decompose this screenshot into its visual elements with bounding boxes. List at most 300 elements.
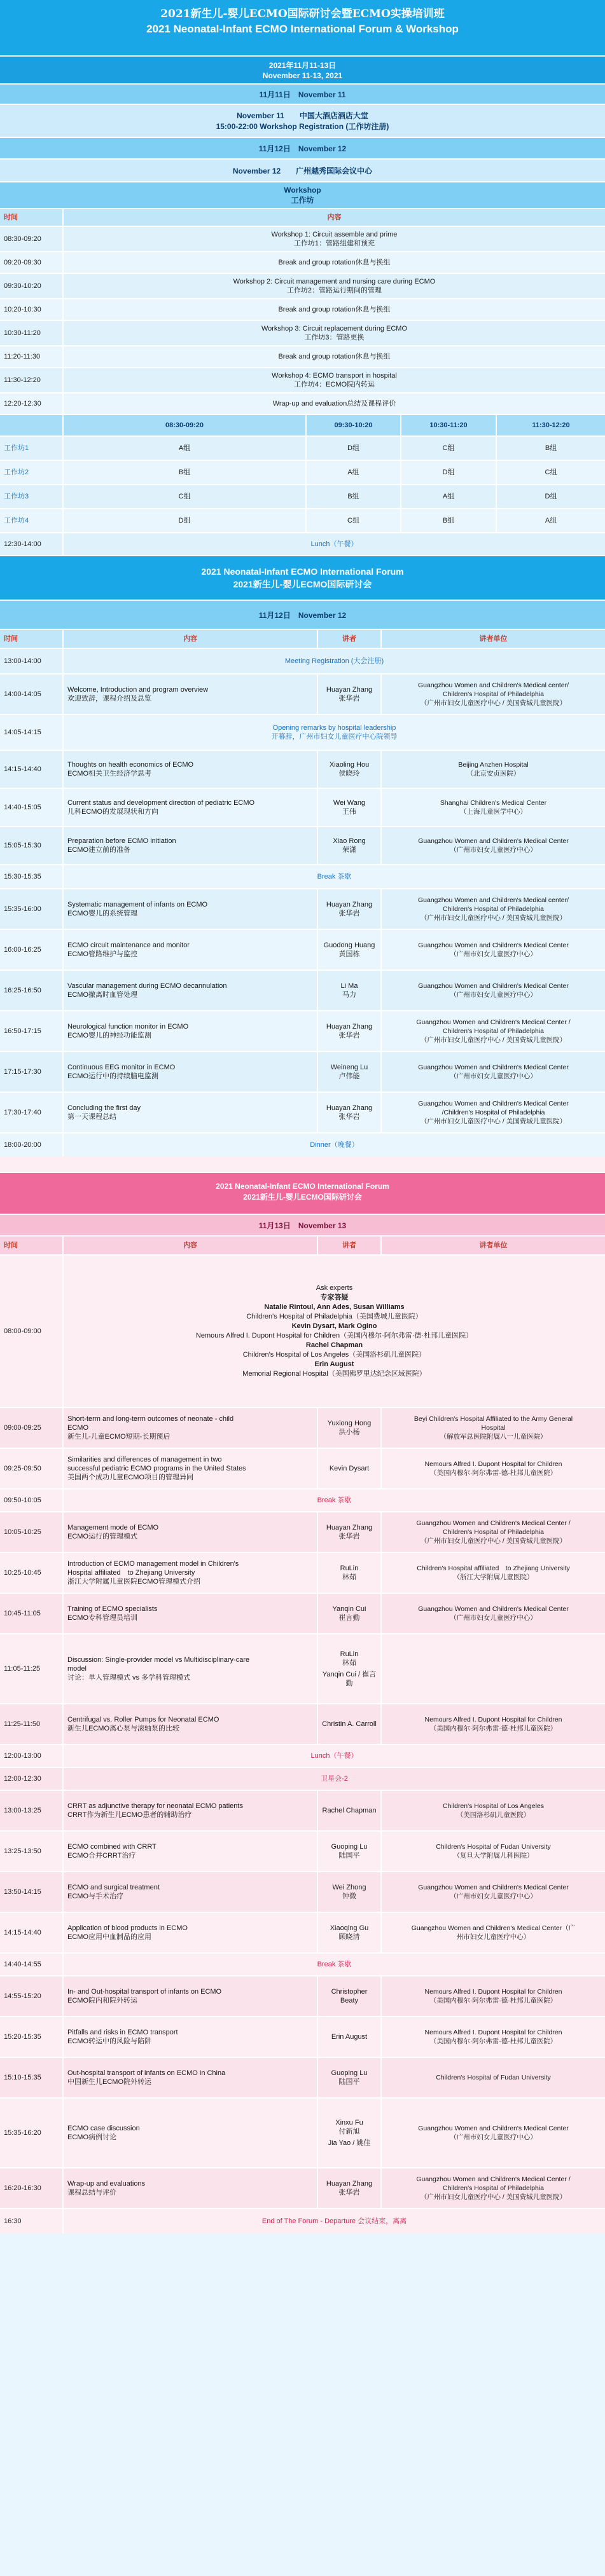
unit-line-2: （浙江大学附属儿童医院） [453, 1573, 534, 1581]
workshop-content-en: Workshop 3: Circuit replacement during ECMO [261, 325, 408, 332]
workshop-time: 11:30-12:20 [0, 368, 64, 392]
speaker-name-2: Jia Yao / 姚佳 [328, 2139, 371, 2147]
unit-line-2: 州市妇女儿童医疗中心） [456, 1933, 531, 1941]
talk-title-en: Welcome, Introduction and program overview [67, 686, 209, 694]
talk-speaker [318, 1634, 382, 1703]
speaker-name-zh: 崔言勤 [338, 1614, 360, 1622]
ask-line: Natalie Rintoul, Ann Ades, Susan Williams [264, 1303, 405, 1311]
workshop-content-en: Wrap-up and evaluation总结及课程评价 [272, 400, 396, 408]
talk-speaker [318, 1832, 382, 1871]
lunch-time: 12:30-14:00 [0, 533, 64, 555]
unit-line-3: （广州市妇女儿童医疗中心 / 美国费城儿童医院） [420, 2193, 567, 2201]
rotation-label: 工作坊1 [0, 437, 64, 460]
rotation-slot-3: 10:30-11:20 [401, 415, 497, 435]
ask-experts-block [64, 1256, 605, 1407]
workshop-title [0, 181, 605, 208]
talk-unit [382, 1872, 605, 1912]
talk-title-en: Thoughts on health economics of ECMO [67, 761, 194, 769]
talk-row [0, 1552, 605, 1593]
forum12-talks-b [0, 750, 605, 864]
unit-line-1: Nemours Alfred I. Dupont Hospital for Children [424, 1716, 562, 1723]
workshop-time: 12:20-12:30 [0, 394, 64, 414]
talk-unit [382, 1449, 605, 1488]
ask-line: Nemours Alfred I. Dupont Hospital for Children（美国内穆尔·阿尔弗雷·德·杜邦儿童医院） [195, 1332, 473, 1339]
talk-row [0, 673, 605, 714]
talk-content [64, 1052, 318, 1092]
workshop-content-zh: 工作坊1：管路组建和预充 [293, 240, 375, 247]
talk-unit [382, 889, 605, 929]
f12-dinner-time: 18:00-20:00 [0, 1134, 64, 1156]
talk-title-en: Continuous EEG monitor in ECMO [67, 1064, 176, 1071]
f13-lunch-time: 12:00-13:00 [0, 1745, 64, 1767]
unit-line-2: （美国内穆尔·阿尔弗雷·德·杜邦儿童医院） [429, 2038, 557, 2045]
talk-title-en: Wrap-up and evaluations [67, 2180, 146, 2188]
unit-line-2: （美国内穆尔·阿尔弗雷·德·杜邦儿童医院） [429, 1469, 557, 1477]
talk-title-line2: ECMO转运中的风险与陷阱 [67, 2038, 151, 2045]
talk-row [0, 1633, 605, 1703]
talk-row [0, 1010, 605, 1051]
talk-row [0, 2167, 605, 2208]
f12-opening-en: Opening remarks by hospital leadership [272, 724, 396, 732]
unit-line-2: （北京安贞医院） [466, 770, 520, 778]
col-content: 内容 [64, 209, 605, 226]
unit-line-1: Beijing Anzhen Hospital [458, 761, 529, 769]
ask-line: Children's Hospital of Los Angeles（美国洛杉矶儿童医院） [242, 1351, 426, 1359]
rotation-group: D组 [545, 493, 557, 500]
talk-time: 17:15-17:30 [0, 1052, 64, 1092]
workshop-content-en: Break and group rotation休息与换组 [278, 306, 391, 313]
speaker-name: Guoping Lu [331, 2069, 368, 2077]
ask-line: 专家答疑 [320, 1294, 349, 1301]
talk-title-zh: 讨论：单人管理模式 vs 多学科管理模式 [67, 1674, 191, 1682]
speaker-name-zh: 林茹 [342, 1659, 356, 1667]
forum13-talks-a [0, 1407, 605, 1488]
talk-row [0, 1703, 605, 1744]
speaker-name-zh: 林茹 [342, 1573, 356, 1581]
workshop-time: 09:20-09:30 [0, 252, 64, 273]
workshop-schedule [0, 226, 605, 414]
speaker-name-zh: 侯晓玲 [338, 770, 360, 778]
unit-line-1: Shanghai Children's Medical Center [440, 799, 547, 807]
f12-dinner-label: Dinner（晚餐） [310, 1141, 359, 1149]
talk-time: 09:00-09:25 [0, 1408, 64, 1448]
speaker-name-zh: 张华岩 [338, 910, 360, 917]
f13-lunch-label: Lunch（午餐） [310, 1752, 358, 1760]
f12-registration-label: Meeting Registration (大会注册) [284, 657, 384, 665]
talk-speaker [318, 1408, 382, 1448]
workshop-content-zh: 工作坊4：ECMO院内转运 [293, 381, 375, 388]
talk-title-en: ECMO and surgical treatment [67, 1884, 160, 1891]
speaker-name: Rachel Chapman [322, 1807, 377, 1814]
talk-speaker [318, 1512, 382, 1552]
talk-content [64, 751, 318, 788]
unit-line-2: Children's Hospital of Philadelphia [442, 2184, 544, 2192]
talk-title-line2: ECMO婴儿的系统管理 [67, 910, 137, 917]
talk-title-en: CRRT as adjunctive therapy for neonatal ECMO patients [67, 1802, 243, 1810]
talk-time: 13:00-13:25 [0, 1791, 64, 1830]
talk-unit [382, 1011, 605, 1051]
ask-line: Ask experts [316, 1284, 353, 1292]
talk-content [64, 1449, 318, 1488]
speaker-name: Christopher Beaty [331, 1988, 368, 2004]
talk-unit [382, 1977, 605, 2016]
rotation-group: B组 [401, 509, 497, 532]
f12-col-speaker: 讲者 [318, 630, 382, 648]
talk-content [64, 1408, 318, 1448]
talk-title-line2: ECMO院内和院外转运 [67, 1997, 137, 2004]
speaker-name: Guodong Huang [323, 942, 375, 949]
talk-row [0, 2097, 605, 2167]
speaker-name: Guoping Lu [331, 1843, 368, 1851]
speaker-name: Xiaoqing Gu [330, 1924, 369, 1932]
speaker-name: Weineng Lu [330, 1064, 368, 1071]
rotation-row [0, 508, 605, 532]
unit-line-3: （解放军总医院附属八一儿童医院） [440, 1433, 547, 1441]
talk-time: 14:15-14:40 [0, 1913, 64, 1952]
talk-content [64, 2168, 318, 2208]
talk-unit [382, 2017, 605, 2057]
unit-line-1: Guangzhou Women and Children's Medical Center [418, 1884, 569, 1891]
unit-line-2: Hospital [481, 1424, 506, 1432]
rotation-group: D组 [64, 509, 307, 532]
f12-col-unit: 讲者单位 [382, 630, 605, 648]
f13-satellite-time: 12:00-12:30 [0, 1768, 64, 1790]
rotation-group: D组 [307, 437, 401, 460]
talk-title-line2: ECMO撤离时血管处理 [67, 991, 137, 999]
forum12-header-row [0, 629, 605, 648]
talk-time: 15:35-16:00 [0, 889, 64, 929]
rotation-group: B组 [64, 461, 307, 484]
rotation-row [0, 460, 605, 484]
workshop-content [64, 368, 605, 392]
workshop-content [64, 299, 605, 320]
speaker-name-zh: 顾晓清 [338, 1933, 360, 1941]
dates-en: November 11-13, 2021 [262, 71, 343, 80]
workshop-content-zh: 工作坊2：管路运行期间的管理 [286, 287, 382, 294]
talk-time: 14:40-15:05 [0, 789, 64, 826]
unit-line-1: Children's Hospital of Los Angeles [442, 1802, 544, 1810]
talk-unit [382, 751, 605, 788]
unit-line-1: Guangzhou Women and Children's Medical Center [418, 982, 569, 990]
rotation-label: 工作坊4 [0, 509, 64, 532]
f12-break-row [0, 864, 605, 888]
talk-speaker [318, 1913, 382, 1952]
rotation-group: A组 [401, 485, 497, 508]
section-spacer [0, 1156, 605, 1172]
talk-speaker [318, 789, 382, 826]
speaker-name-zh: 张华岩 [338, 1533, 360, 1540]
unit-line-1: Children's Hospital of Fudan University [436, 1843, 551, 1851]
talk-title-en: Discussion: Single-provider model vs Multidisciplinary-care [67, 1656, 250, 1664]
workshop-time: 09:30-10:20 [0, 274, 64, 298]
talk-row [0, 1830, 605, 1871]
speaker-name-zh: 张华岩 [338, 1032, 360, 1039]
talk-row [0, 888, 605, 929]
speaker-name-zh: 张华岩 [338, 695, 360, 702]
workshop-content [64, 274, 605, 298]
unit-line-3: （广州市妇女儿童医疗中心 / 美国费城儿童医院） [420, 1036, 567, 1044]
talk-time: 09:25-09:50 [0, 1449, 64, 1488]
unit-line-2: /Children's Hospital of Philadelphia [442, 1109, 545, 1116]
talk-time: 11:05-11:25 [0, 1634, 64, 1703]
rotation-group: C组 [401, 437, 497, 460]
unit-line-1: Guangzhou Women and Children's Medical Center [418, 942, 569, 949]
workshop-content-zh: 工作坊3：管路更换 [304, 334, 365, 341]
workshop-row [0, 320, 605, 345]
speaker-name: Xinxu Fu [335, 2119, 363, 2127]
forum13-talks-c [0, 1790, 605, 1952]
talk-content [64, 2017, 318, 2057]
workshop-row [0, 251, 605, 273]
talk-speaker [318, 675, 382, 714]
workshop-title-en: Workshop [284, 185, 321, 195]
talk-time: 14:00-14:05 [0, 675, 64, 714]
talk-content [64, 1634, 318, 1703]
talk-time: 16:25-16:50 [0, 971, 64, 1010]
talk-row [0, 1407, 605, 1448]
talk-row [0, 1051, 605, 1092]
talk-content [64, 789, 318, 826]
unit-line-1: Guangzhou Women and Children's Medical Center / [416, 1018, 571, 1026]
unit-line-2: Children's Hospital of Philadelphia [442, 1027, 544, 1035]
f13-lunch-row [0, 1744, 605, 1767]
workshop-content [64, 227, 605, 251]
page-title-zh: 2021新生儿-婴儿ECMO国际研讨会暨ECMO实操培训班 [160, 8, 445, 20]
talk-title-line2: successful pediatric ECMO programs in the United States [67, 1465, 246, 1472]
f13-end-label: End of The Forum - Departure 会议结束，离离 [261, 2217, 407, 2225]
unit-line-2: （复旦大学附属儿科医院） [453, 1852, 534, 1860]
unit-line-1: Guangzhou Women and Children's Medical Center [418, 2125, 569, 2132]
page-header [0, 0, 605, 55]
f12-col-content: 内容 [64, 630, 318, 648]
talk-speaker [318, 1791, 382, 1830]
f12-opening-zh: 开幕辞，广州市妇女儿童医疗中心院领导 [271, 733, 398, 741]
unit-line-2: （广州市妇女儿童医疗中心） [450, 2134, 537, 2141]
unit-line-2: Children's Hospital of Philadelphia [442, 690, 544, 698]
f13-ask-time: 08:00-09:00 [0, 1256, 64, 1407]
talk-title-line2: ECMO运行的管理模式 [67, 1533, 137, 1540]
f12-col-time: 时间 [0, 630, 64, 648]
speaker-name: Li Ma [340, 982, 358, 990]
talk-time: 13:25-13:50 [0, 1832, 64, 1871]
forum12-talks-a [0, 673, 605, 714]
unit-line-1: Guangzhou Women and Children's Medical Center（广 [411, 1924, 576, 1932]
talk-title-line2: 儿科ECMO的发展现状和方向 [67, 808, 158, 816]
talk-row [0, 969, 605, 1010]
speaker-name: Huayan Zhang [326, 2180, 373, 2188]
speaker-name: Huayan Zhang [326, 1023, 373, 1031]
talk-unit [382, 1704, 605, 1744]
talk-row [0, 826, 605, 864]
talk-row [0, 1871, 605, 1912]
workshop-content [64, 394, 605, 414]
talk-title-en: Application of blood products in ECMO [67, 1924, 188, 1932]
unit-line-1: Guangzhou Women and Children's Medical center/ [417, 682, 569, 689]
forum12-title-en: 2021 Neonatal-Infant ECMO International Forum [201, 566, 404, 577]
rotation-row [0, 435, 605, 460]
unit-line-2: （美国内穆尔·阿尔弗雷·德·杜邦儿童医院） [429, 1725, 557, 1732]
talk-time: 16:20-16:30 [0, 2168, 64, 2208]
f13-break2-time: 14:40-14:55 [0, 1954, 64, 1975]
talk-title-line2: ECMO专科管理员培训 [67, 1614, 137, 1622]
rotation-group: A组 [545, 517, 557, 524]
dates-zh: 2021年11月11-13日 [268, 61, 337, 70]
talk-time: 16:00-16:25 [0, 930, 64, 969]
ask-line: Kevin Dysart, Mark Ogino [291, 1322, 377, 1330]
ask-line: Erin August [314, 1360, 354, 1368]
rotation-group: D组 [401, 461, 497, 484]
talk-content [64, 675, 318, 714]
workshop-row [0, 367, 605, 392]
talk-row [0, 929, 605, 969]
unit-line-1: Beyi Children's Hospital Affiliated to the Army General [414, 1415, 573, 1423]
ask-line: Rachel Chapman [305, 1341, 363, 1349]
f12-registration-time: 13:00-14:00 [0, 649, 64, 673]
talk-title-en: ECMO case discussion [67, 2125, 140, 2132]
talk-title-line2: 新生儿ECMO离心泵与滚轴泵的比较 [67, 1725, 179, 1732]
talk-time: 13:50-14:15 [0, 1872, 64, 1912]
f13-satellite-label: 卫星会-2 [321, 1775, 348, 1783]
talk-time: 14:15-14:40 [0, 751, 64, 788]
rotation-corner [0, 415, 64, 435]
talk-time: 15:20-15:35 [0, 2017, 64, 2057]
talk-speaker [318, 2168, 382, 2208]
speaker-name-zh: 付新旭 [338, 2128, 360, 2135]
talk-title-line2: Hospital affiliated to Zhejiang University [67, 1569, 195, 1577]
speaker-name-zh: 张华岩 [338, 1113, 360, 1121]
talk-content [64, 2058, 318, 2097]
f13-break1-time: 09:50-10:05 [0, 1490, 64, 1511]
talk-speaker [318, 889, 382, 929]
speaker-name: RuLin [340, 1565, 359, 1572]
talk-title-line2: ECMO [67, 1424, 88, 1432]
talk-row [0, 2016, 605, 2057]
speaker-name: Huayan Zhang [326, 686, 373, 694]
talk-unit [382, 1791, 605, 1830]
unit-line-3: （广州市妇女儿童医疗中心 / 美国费城儿童医院） [420, 1537, 567, 1545]
talk-title-line2: ECMO病例讨论 [67, 2134, 116, 2141]
talk-title-line2: 欢迎致辞，课程介绍及总览 [67, 695, 151, 702]
workshop-row [0, 392, 605, 414]
ask-line: Children's Hospital of Philadelphia（美国费城儿童医院） [246, 1313, 422, 1320]
rotation-group: B组 [307, 485, 401, 508]
talk-time: 16:50-17:15 [0, 1011, 64, 1051]
talk-title-en: Short-term and long-term outcomes of neonate - child [67, 1415, 234, 1423]
talk-title-line2: 中国新生儿ECMO院外转运 [67, 2078, 151, 2086]
talk-speaker [318, 1977, 382, 2016]
talk-title-line2: ECMO与手术治疗 [67, 1893, 123, 1900]
talk-speaker [318, 751, 382, 788]
f13-ask-row [0, 1254, 605, 1407]
unit-line-3: （广州市妇女儿童医疗中心 / 美国费城儿童医院） [420, 1118, 567, 1125]
talk-unit [382, 1594, 605, 1633]
speaker-name: Erin August [331, 2033, 368, 2041]
talk-content [64, 1913, 318, 1952]
nov11-registration [0, 104, 605, 137]
unit-line-2: （美国洛杉矶儿童医院） [456, 1811, 531, 1819]
talk-title-line2: CRRT作为新生儿ECMO患者的辅助治疗 [67, 1811, 192, 1819]
talk-time: 15:10-15:35 [0, 2058, 64, 2097]
speaker-name: Huayan Zhang [326, 1524, 373, 1531]
talk-unit [382, 1052, 605, 1092]
talk-title-en: Similarities and differences of management in two [67, 1456, 222, 1463]
rotation-group: A组 [307, 461, 401, 484]
unit-line-1: Guangzhou Women and Children's Medical Center [418, 1100, 569, 1107]
unit-line-1: Nemours Alfred I. Dupont Hospital for Children [424, 1988, 562, 1996]
workshop-row [0, 226, 605, 251]
nov12-band: 11月12日 November 12 [0, 137, 605, 158]
speaker-name-zh: 卢伟能 [338, 1072, 360, 1080]
talk-title-en: Neurological function monitor in ECMO [67, 1023, 189, 1031]
unit-line-2: （广州市妇女儿童医疗中心） [450, 846, 537, 854]
rotation-header-row [0, 414, 605, 435]
talk-title-line2: ECMO建立前的准备 [67, 846, 130, 854]
forum13-band: 11月13日 November 13 [0, 1214, 605, 1235]
talk-title-en: ECMO combined with CRRT [67, 1843, 156, 1851]
page-title-en: 2021 Neonatal-Infant ECMO International Forum & Workshop [146, 23, 459, 35]
talk-title-zh: 新生儿-儿童ECMO短期-长期预后 [67, 1433, 170, 1441]
talk-unit [382, 2168, 605, 2208]
talk-title-zh: 美国两个成功儿童ECMO项目的管理异同 [67, 1474, 193, 1481]
f12-break-label: Break 茶歇 [317, 873, 352, 880]
forum13-title-zh: 2021新生儿-婴儿ECMO国际研讨会 [243, 1193, 362, 1202]
speaker-name: Xiao Rong [333, 837, 366, 845]
unit-line-2: （广州市妇女儿童医疗中心） [450, 950, 537, 958]
talk-content [64, 1594, 318, 1633]
talk-title-en: ECMO circuit maintenance and monitor [67, 942, 190, 949]
workshop-time: 08:30-09:20 [0, 227, 64, 251]
talk-title-en: Current status and development direction of pediatric ECMO [67, 799, 255, 807]
talk-speaker [318, 1594, 382, 1633]
rotation-group: A组 [64, 437, 307, 460]
workshop-content-en: Workshop 4: ECMO transport in hospital [272, 372, 397, 380]
talk-speaker [318, 1052, 382, 1092]
workshop-content [64, 346, 605, 367]
unit-line-2: （上海儿童医学中心） [460, 808, 527, 816]
f12-opening-time: 14:05-14:15 [0, 715, 64, 750]
talk-content [64, 930, 318, 969]
talk-title-en: Preparation before ECMO initiation [67, 837, 176, 845]
talk-title-en: Systematic management of infants on ECMO [67, 901, 208, 908]
talk-title-en: Concluding the first day [67, 1104, 141, 1112]
unit-line-1: Guangzhou Women and Children's Medical Center [418, 1064, 569, 1071]
ask-line: Memorial Regional Hospital（美国佛罗里达纪念区域医院） [242, 1370, 426, 1378]
unit-line-2: （广州市妇女儿童医疗中心） [450, 1072, 537, 1080]
speaker-name-zh: 陆国平 [338, 1852, 360, 1860]
workshop-lunch-row [0, 532, 605, 555]
talk-title-en: Centrifugal vs. Roller Pumps for Neonatal ECMO [67, 1716, 219, 1723]
speaker-name-2: Yanqin Cui / 崔言勤 [322, 1671, 377, 1687]
f12-break-time: 15:30-15:35 [0, 865, 64, 888]
talk-content [64, 1791, 318, 1830]
unit-line-2: （广州市妇女儿童医疗中心） [450, 1614, 537, 1622]
speaker-name: Huayan Zhang [326, 1104, 373, 1112]
unit-line-3: （广州市妇女儿童医疗中心 / 美国费城儿童医院） [420, 699, 567, 707]
workshop-time: 11:20-11:30 [0, 346, 64, 367]
forum12-title-zh: 2021新生儿-婴儿ECMO国际研讨会 [233, 579, 372, 589]
talk-title-en: Training of ECMO specialists [67, 1605, 158, 1613]
talk-speaker [318, 2099, 382, 2167]
talk-unit [382, 1093, 605, 1132]
talk-row [0, 1448, 605, 1488]
talk-time: 10:45-11:05 [0, 1594, 64, 1633]
nov12-venue: November 12 广州越秀国际会议中心 [0, 158, 605, 181]
nov11-registration-line1: November 11 中国大酒店酒店大堂 [237, 111, 368, 120]
unit-line-1: Guangzhou Women and Children's Medical center/ [417, 896, 569, 904]
workshop-content-en: Break and group rotation休息与换组 [278, 259, 391, 266]
rotation-slot-2: 09:30-10:20 [307, 415, 401, 435]
talk-time: 17:30-17:40 [0, 1093, 64, 1132]
